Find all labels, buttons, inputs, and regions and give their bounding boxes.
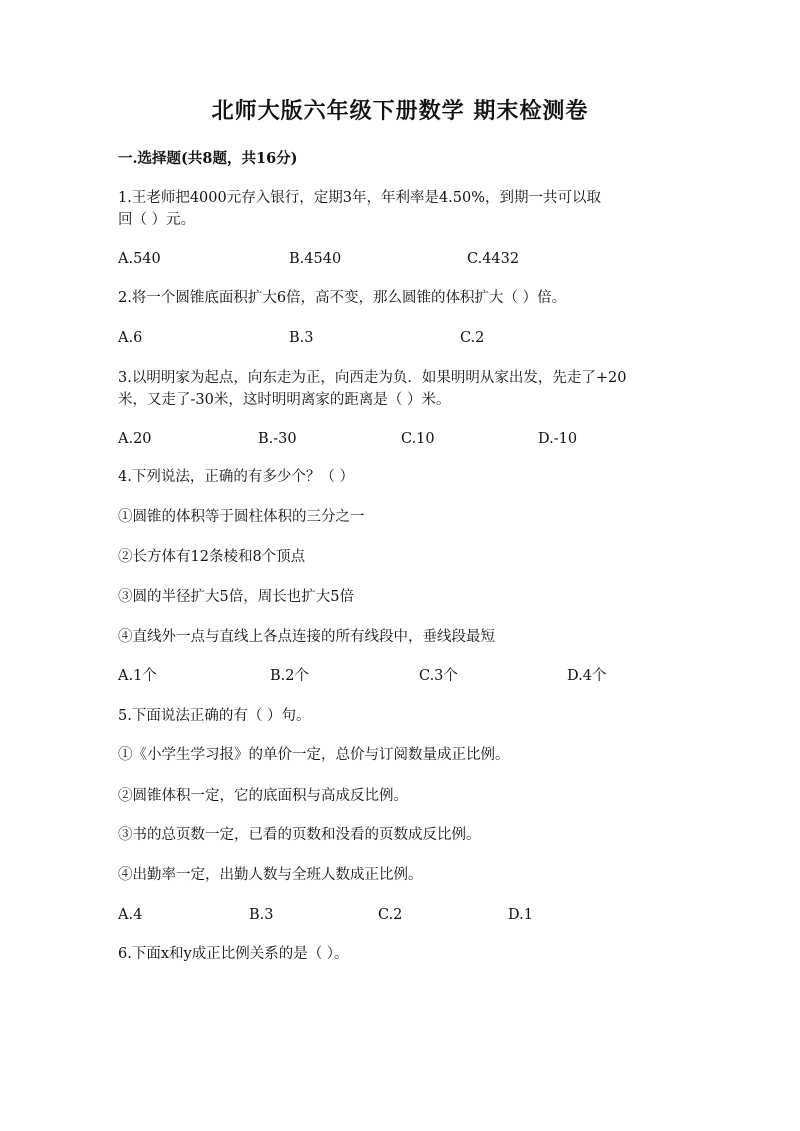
q5-statement-1: ①《小学生学习报》的单价一定，总价与订阅数量成正比例。 bbox=[118, 747, 510, 763]
q4-statement-4: ④直线外一点与直线上各点连接的所有线段中，垂线段最短 bbox=[118, 629, 495, 645]
q4-option-a[interactable]: A.1个 bbox=[118, 668, 157, 684]
q5-statement-4: ④出勤率一定，出勤人数与全班人数成正比例。 bbox=[118, 867, 423, 883]
q4-statement-2: ②长方体有12条棱和8个顶点 bbox=[118, 549, 306, 565]
q4-option-d[interactable]: D.4个 bbox=[567, 668, 607, 684]
q2-option-b[interactable]: B.3 bbox=[289, 330, 314, 346]
q5-statement-3: ③书的总页数一定，已看的页数和没看的页数成反比例。 bbox=[118, 827, 481, 843]
question-4-text: 4.下列说法，正确的有多少个？（ ） bbox=[118, 469, 354, 485]
q2-option-a[interactable]: A.6 bbox=[118, 330, 143, 346]
question-1-text-cont: 回（ ）元。 bbox=[118, 212, 196, 228]
q3-option-d[interactable]: D.-10 bbox=[538, 431, 578, 447]
section-heading: 一.选择题(共8题，共16分) bbox=[118, 150, 298, 167]
q1-option-b[interactable]: B.4540 bbox=[289, 251, 342, 267]
question-3-text: 3.以明明家为起点，向东走为正，向西走为负．如果明明从家出发，先走了+20 bbox=[118, 370, 627, 386]
q3-option-c[interactable]: C.10 bbox=[401, 431, 435, 447]
q5-option-b[interactable]: B.3 bbox=[249, 907, 274, 923]
q4-statement-3: ③圆的半径扩大5倍，周长也扩大5倍 bbox=[118, 589, 354, 605]
q1-option-c[interactable]: C.4432 bbox=[467, 251, 520, 267]
question-2-text: 2.将一个圆锥底面积扩大6倍，高不变，那么圆锥的体积扩大（ ）倍。 bbox=[118, 290, 567, 306]
q4-option-b[interactable]: B.2个 bbox=[270, 668, 309, 684]
question-1-text: 1.王老师把4000元存入银行，定期3年，年利率是4.50%，到期一共可以取 bbox=[118, 190, 602, 206]
q5-option-a[interactable]: A.4 bbox=[118, 907, 143, 923]
question-6-text: 6.下面x和y成正比例关系的是（ ）。 bbox=[118, 946, 349, 962]
q3-option-a[interactable]: A.20 bbox=[118, 431, 152, 447]
q4-option-c[interactable]: C.3个 bbox=[419, 668, 458, 684]
q5-option-c[interactable]: C.2 bbox=[378, 907, 403, 923]
q5-statement-2: ②圆锥体积一定，它的底面积与高成反比例。 bbox=[118, 788, 408, 804]
q2-option-c[interactable]: C.2 bbox=[460, 330, 485, 346]
question-5-text: 5.下面说法正确的有（ ）句。 bbox=[118, 708, 311, 724]
q3-option-b[interactable]: B.-30 bbox=[258, 431, 297, 447]
q5-option-d[interactable]: D.1 bbox=[508, 907, 533, 923]
page-title: 北师大版六年级下册数学 期末检测卷 bbox=[211, 98, 589, 124]
q4-statement-1: ①圆锥的体积等于圆柱体积的三分之一 bbox=[118, 509, 365, 525]
q1-option-a[interactable]: A.540 bbox=[118, 251, 161, 267]
question-3-text-cont: 米，又走了-30米，这时明明离家的距离是（ ）米。 bbox=[118, 392, 451, 408]
